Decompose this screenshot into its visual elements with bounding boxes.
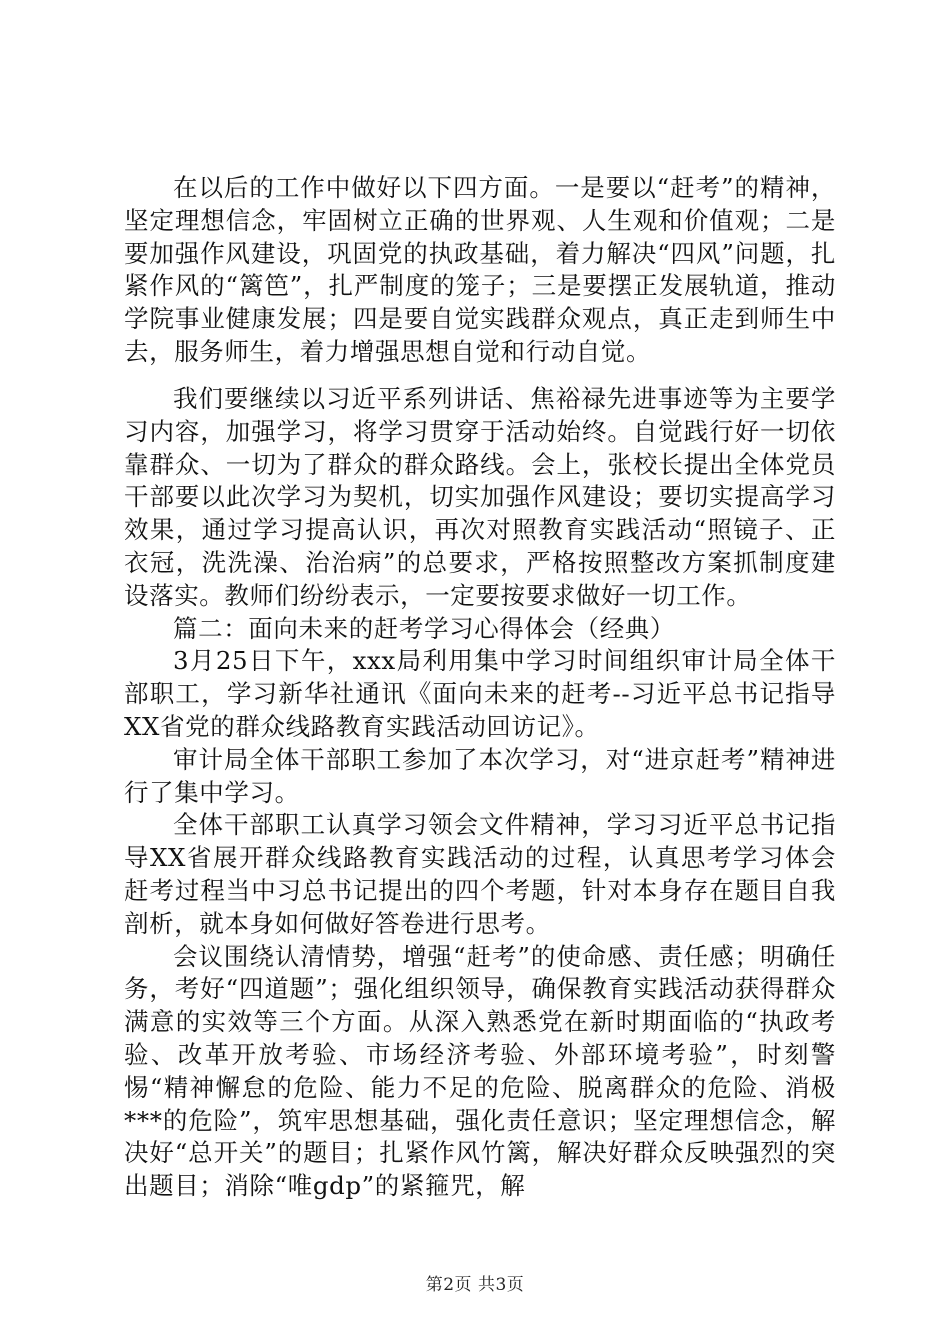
paragraph: 审计局全体干部职工参加了本次学习，对“进京赶考”精神进行了集中学习。 <box>124 744 836 807</box>
page-number-indicator: 第2页 共3页 <box>425 1275 525 1295</box>
text-block-second <box>124 383 836 1203</box>
page-footer <box>0 1270 950 1295</box>
paragraph: 3月25日下午，xxx局利用集中学习时间组织审计局全体干部职工，学习新华社通讯《面向未来的赶考--习近平总书记指导XX省党的群众线路教育实践活动回访记》。 <box>124 646 836 741</box>
paragraph: 我们要继续以习近平系列讲话、焦裕禄先进事迹等为主要学习内容，加强学习，将学习贯穿于活动始终。自觉践行好一切依靠群众、一切为了群众的群众路线。会上，张校长提出全体党员干部要以此次学习为契机，切实加强作风建设；要切实提高学习效果，通过学习提高认识，再次对照教育实践活动“照镜子、正衣冠，洗洗澡、治治病”的总要求，严格按照整改方案抓制度建设落实。教师们纷纷表示，一定要按要求做好一切工作。 <box>124 384 836 610</box>
text-block-first <box>124 172 836 369</box>
paragraph: 全体干部职工认真学习领会文件精神，学习习近平总书记指导XX省展开群众线路教育实践活动的过程，认真思考学习体会赶考过程当中习总书记提出的四个考题，针对本身存在题目自我剖析，就本身如何做好答卷进行思考。 <box>124 810 836 938</box>
section-heading: 篇二：面向未来的赶考学习心得体会（经典） <box>173 613 675 643</box>
paragraph: 在以后的工作中做好以下四方面。一是要以“赶考”的精神，坚定理想信念，牢固树立正确的世界观、人生观和价值观；二是要加强作风建设，巩固党的执政基础，着力解决“四风”问题，扎紧作风的“篱笆”，扎严制度的笼子；三是要摆正发展轨道，推动学院事业健康发展；四是要自觉实践群众观点，真正走到师生中去，服务师生，着力增强思想自觉和行动自觉。 <box>124 173 836 366</box>
paragraph: 会议围绕认清情势，增强“赶考”的使命感、责任感；明确任务，考好“四道题”；强化组织领导，确保教育实践活动获得群众满意的实效等三个方面。从深入熟悉党在新时期面临的“执政考验、改革开放考验、市场经济考验、外部环境考验”，时刻警惕“精神懈怠的危险、能力不足的危险、脱离群众的危险、消极***的危险”，筑牢思想基础，强化责任意识；坚定理想信念，解决好“总开关”的题目；扎紧作风竹篱，解决好群众反映强烈的突出题目；消除“唯gdp”的紧箍咒，解 <box>124 941 836 1201</box>
